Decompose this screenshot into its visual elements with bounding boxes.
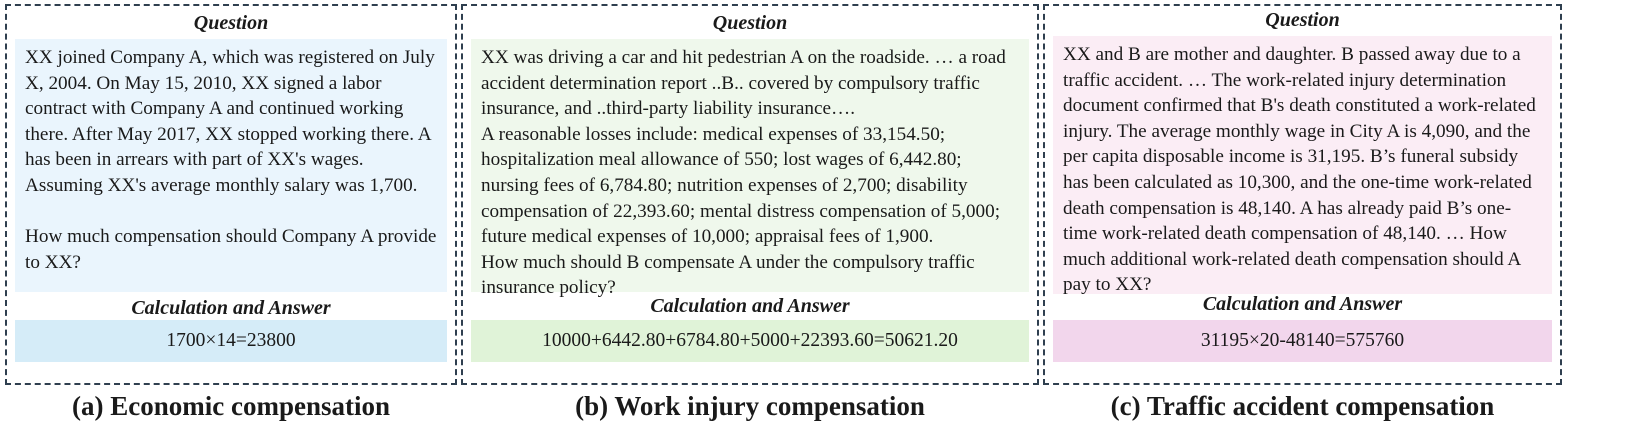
panel-work-injury-compensation [461, 4, 1039, 385]
answer-header: Calculation and Answer [650, 295, 850, 317]
answer-header: Calculation and Answer [1202, 293, 1403, 315]
answer-box [1053, 320, 1552, 362]
question-text: XX joined Company A, which was registered on July X, 2004. On May 15, 2010, XX signed a labor contract with Company A and continued working there. After May 2017, XX stopped working there. A has been in arrears with part of XX's wages. Assuming XX's average monthly salary was 1,700. How much compensation should Company A provide to XX? [25, 47, 437, 273]
question-header: Question [1265, 9, 1340, 31]
answer-text: 31195×20-48140=575760 [1200, 330, 1405, 351]
caption-b: (b) Work injury compensation [575, 391, 925, 421]
answer-header: Calculation and Answer [131, 297, 331, 319]
answer-text: 1700×14=23800 [166, 330, 296, 351]
question-text: XX and B are mother and daughter. B passed away due to a traffic accident. … The work-related injury determination document confirmed that B's death constituted a work-related injury. The average monthly wage in City A is 4,090, and the per capita disposable income is 31,195. B’s funeral subsidy has been calculated as 10,300, and the one-time work-related death compensation is 48,140. A has already paid B’s one-time work-related death compensation of 48,140. … How much additional work-related death compensation should A pay to XX? [1063, 44, 1541, 296]
question-text: XX was driving a car and hit pedestrian A on the roadside. … a road accident determination report ..B.. covered by compulsory traffic insurance, and ..third-party liability insurance…. A reasonable losses include: medical expenses of 33,154.50; hospitalization meal allowance of 550; lost wages of 6,442.80; nursing fees of 6,784.80; nutrition expenses of 2,700; disability compensation of 22,393.60; mental distress compensation of 5,000; future medical expenses of 10,000; appraisal fees of 1,900. How much should B compensate A under the compulsory traffic insurance policy? [481, 47, 1006, 299]
question-box [471, 39, 1029, 299]
question-box [15, 39, 447, 292]
answer-text: 10000+6442.80+6784.80+5000+22393.60=50621.20 [542, 330, 958, 351]
question-header: Question [193, 12, 269, 34]
question-header: Question [712, 12, 788, 34]
answer-box [15, 320, 447, 362]
answer-box [471, 320, 1029, 362]
question-box [1053, 36, 1552, 294]
panel-traffic-accident-compensation [1043, 4, 1562, 385]
caption-c: (c) Traffic accident compensation [1110, 391, 1495, 421]
caption-a: (a) Economic compensation [72, 391, 390, 421]
panel-economic-compensation [5, 4, 457, 385]
